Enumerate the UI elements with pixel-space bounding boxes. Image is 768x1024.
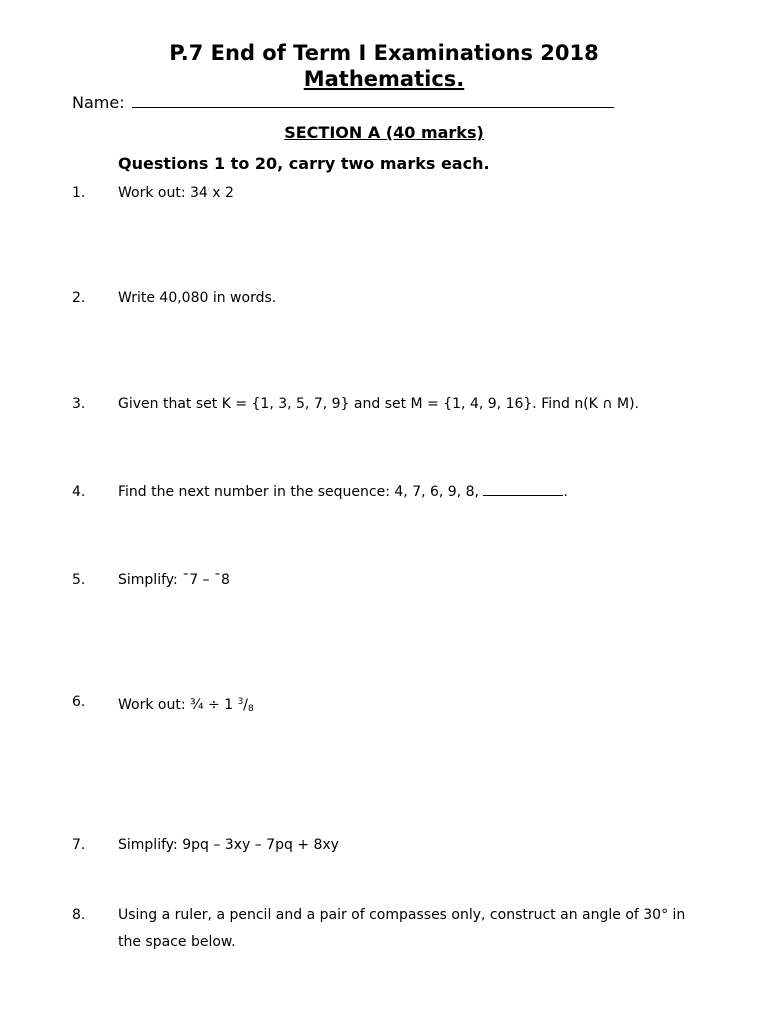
- answer-blank-line: [483, 481, 563, 496]
- question-number: 6.: [72, 694, 86, 710]
- question-text-part: Find the next number in the sequence: 4, 7, 6, 9, 8,: [118, 484, 484, 500]
- fraction-separator: /: [243, 697, 249, 713]
- question-number: 8.: [72, 907, 86, 923]
- question-text: Simplify: 9pq – 3xy – 7pq + 8xy: [118, 837, 339, 853]
- question-text-part: Work out: ¾ ÷ 1: [118, 697, 238, 713]
- question-text: [118, 689, 712, 723]
- question-number: 3.: [72, 396, 86, 412]
- section-heading: SECTION A (40 marks): [284, 123, 484, 142]
- question-number: 7.: [72, 837, 86, 853]
- question-number: 4.: [72, 484, 86, 500]
- question-text: Given that set K = {1, 3, 5, 7, 9} and set M = {1, 4, 9, 16}. Find n(K ∩ M).: [118, 396, 639, 412]
- question-text: [118, 479, 712, 506]
- question-text: Using a ruler, a pencil and a pair of compasses only, construct an angle of 30° in the space below.: [118, 907, 686, 950]
- name-blank-line: [132, 91, 614, 108]
- exam-title: P.7 End of Term I Examinations 2018: [169, 41, 599, 65]
- question-number: 5.: [72, 572, 86, 588]
- question-text: Work out: 34 x 2: [118, 185, 234, 201]
- question-number: 2.: [72, 290, 86, 306]
- fraction-denominator: 8: [248, 704, 254, 714]
- question-text: Simplify: ¯7 – ¯8: [118, 572, 230, 588]
- question-number: 1.: [72, 185, 86, 201]
- fraction-numerator: 3: [237, 697, 244, 707]
- section-instructions: Questions 1 to 20, carry two marks each.: [118, 154, 490, 173]
- name-row: [72, 91, 614, 114]
- subject-title: Mathematics.: [303, 67, 465, 91]
- question-text: Write 40,080 in words.: [118, 290, 277, 306]
- question-text-part: .: [563, 484, 568, 500]
- name-label: Name:: [72, 93, 125, 112]
